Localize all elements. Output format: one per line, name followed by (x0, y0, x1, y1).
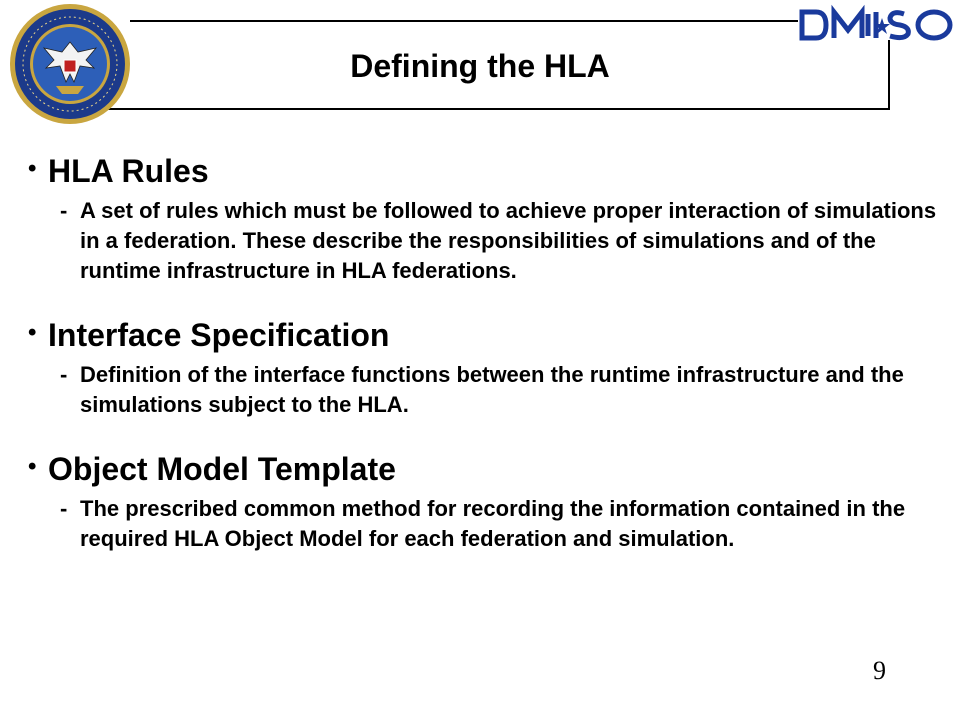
bullet-object-model-template (28, 446, 928, 492)
slide-title: Defining the HLA (350, 48, 610, 84)
bullet-interface-specification (28, 312, 928, 358)
slide-content (28, 148, 937, 580)
dash-marker: - (60, 362, 68, 387)
bullet-heading: Interface Specification (48, 317, 390, 353)
bullet-group-interface-specification (28, 312, 928, 420)
bullet-dot-icon: • (28, 319, 37, 346)
header-frame-bottom (62, 108, 890, 110)
bullet-detail (28, 196, 940, 286)
bullet-detail-text: A set of rules which must be followed to achieve proper interaction of simulations in a federation. These describe the responsibilities of simulations and of the runtime infrastructure in HLA federations. (80, 198, 937, 283)
bullet-detail-text: The prescribed common method for recording the information contained in the required HLA Object Model for each federation and simulation. (80, 496, 906, 551)
page-number: 9 (873, 656, 886, 685)
dash-marker: - (60, 496, 68, 521)
bullet-hla-rules (28, 148, 928, 194)
dash-marker: - (60, 198, 68, 223)
bullet-detail (28, 360, 940, 420)
bullet-detail (28, 494, 940, 554)
header-frame-top (130, 20, 890, 22)
dmso-logo-icon (796, 2, 956, 46)
bullet-group-object-model-template (28, 446, 928, 554)
bullet-dot-icon: • (28, 155, 37, 182)
bullet-group-hla-rules (28, 148, 937, 286)
bullet-heading: Object Model Template (48, 451, 396, 487)
bullet-dot-icon: • (28, 453, 37, 480)
bullet-detail-text: Definition of the interface functions between the runtime infrastructure and the simulations subject to the HLA. (80, 362, 904, 417)
bullet-heading: HLA Rules (48, 153, 209, 189)
